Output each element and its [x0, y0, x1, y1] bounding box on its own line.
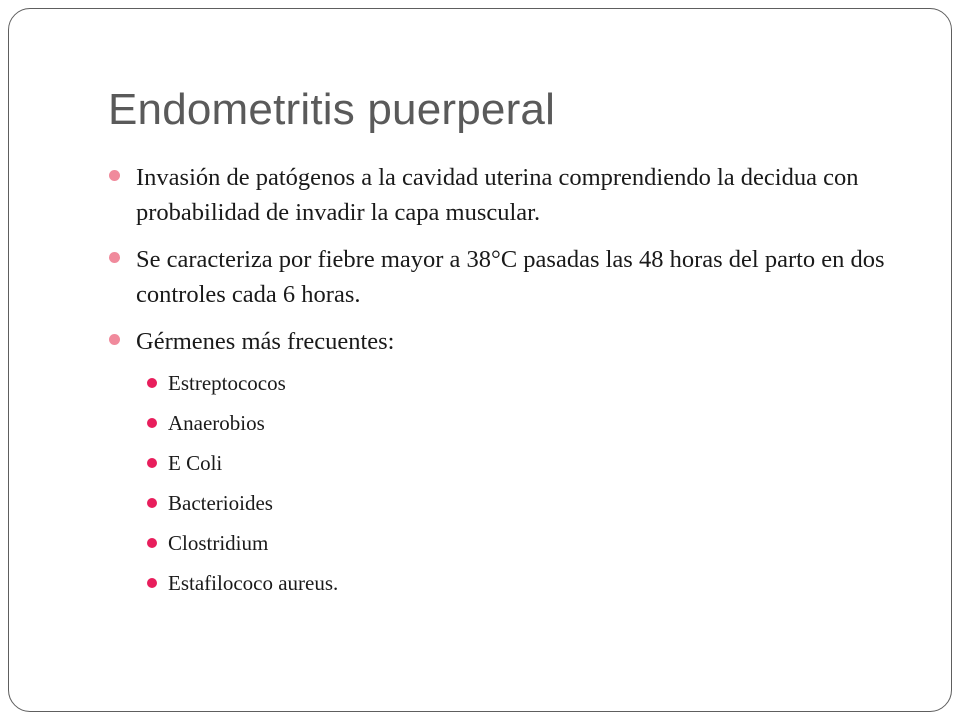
- slide-title: Endometritis puerperal: [108, 85, 556, 134]
- slide-body: [108, 160, 908, 609]
- bullet-item-fiebre: [108, 242, 908, 312]
- bullet-text: Gérmenes más frecuentes:: [136, 328, 395, 355]
- bullet-dot-icon: [109, 170, 120, 181]
- subbullet-dot-icon: [147, 418, 157, 428]
- subbullet-text: Bacterioides: [168, 491, 273, 515]
- bullet-text: Invasión de patógenos a la cavidad uterina comprendiendo la decidua con probabilidad de invadir la capa muscular.: [136, 164, 859, 226]
- bullet-item-invasion: [108, 160, 908, 230]
- subbullet-dot-icon: [147, 458, 157, 468]
- subbullet-list: [136, 369, 908, 597]
- subbullet-text: Estafilococo aureus.: [168, 571, 339, 595]
- bullet-item-germenes: [108, 324, 908, 597]
- subbullet-item: [136, 409, 908, 437]
- subbullet-item: [136, 569, 908, 597]
- subbullet-text: Clostridium: [168, 531, 269, 555]
- subbullet-item: [136, 369, 908, 397]
- bullet-dot-icon: [109, 252, 120, 263]
- subbullet-text: E Coli: [168, 451, 223, 475]
- subbullet-text: Estreptococos: [168, 371, 286, 395]
- subbullet-item: [136, 449, 908, 477]
- bullet-text: Se caracteriza por fiebre mayor a 38°C pasadas las 48 horas del parto en dos controles cada 6 horas.: [136, 246, 885, 308]
- subbullet-item: [136, 529, 908, 557]
- subbullet-text: Anaerobios: [168, 411, 265, 435]
- subbullet-dot-icon: [147, 498, 157, 508]
- subbullet-dot-icon: [147, 378, 157, 388]
- subbullet-item: [136, 489, 908, 517]
- bullet-list: [108, 160, 908, 597]
- bullet-dot-icon: [109, 334, 120, 345]
- subbullet-dot-icon: [147, 578, 157, 588]
- subbullet-dot-icon: [147, 538, 157, 548]
